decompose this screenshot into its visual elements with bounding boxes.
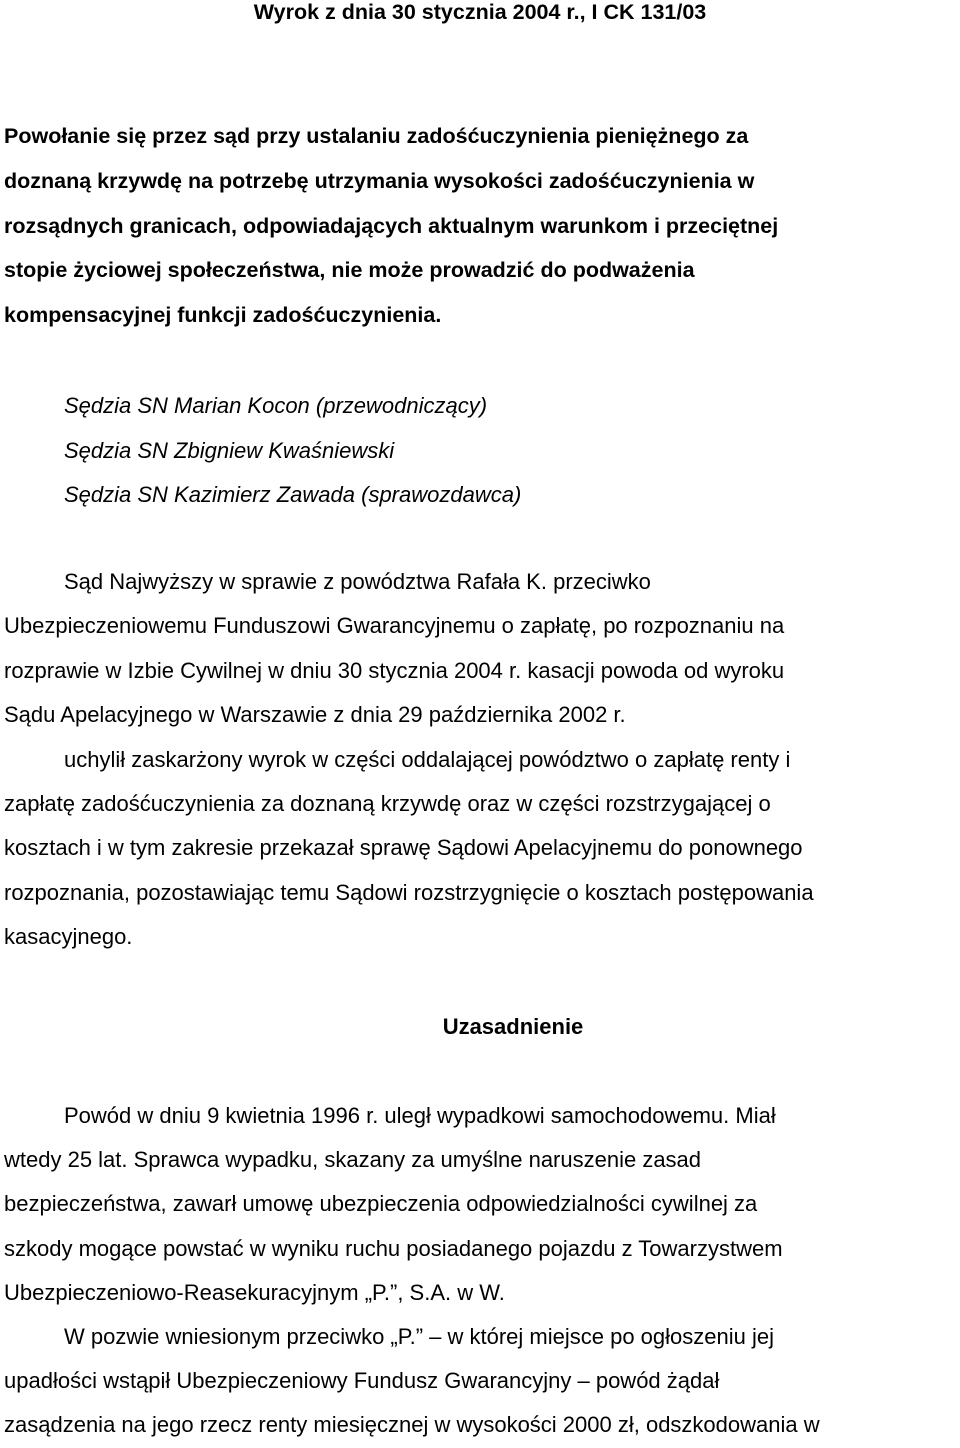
reasons-line: W pozwie wniesionym przeciwko „P.” – w której miejsce po ogłoszeniu jej [64,1324,774,1350]
reasons-line: szkody mogące powstać w wyniku ruchu posiadanego pojazdu z Towarzystwem [4,1235,783,1261]
reasons-paragraph [4,1094,956,1448]
reasons-line: Ubezpieczeniowo-Reasekuracyjnym „P.”, S.A. w W. [4,1279,505,1305]
reasons-line: upadłości wstąpił Ubezpieczeniowy Fundusz Gwarancyjny – powód żądał [4,1368,720,1394]
reasons-line: Powód w dniu 9 kwietnia 1996 r. uległ wypadkowi samochodowemu. Miał [64,1103,776,1128]
ruling-line: kasacyjnego. [4,924,133,950]
thesis-line: doznaną krzywdę na potrzebę utrzymania wysokości zadośćuczynienia w [4,168,755,193]
ruling-line: Sądu Apelacyjnego w Warszawie z dnia 29 października 2002 r. [4,702,626,728]
judge-presiding: Sędzia SN Marian Kocon (przewodniczący) [64,393,488,418]
ruling-line: Sąd Najwyższy w sprawie z powództwa Rafała K. przeciwko [64,569,651,594]
ruling-line: kosztach i w tym zakresie przekazał sprawę Sądowi Apelacyjnemu do ponownego [4,835,803,861]
thesis-line: Powołanie się przez sąd przy ustalaniu zadośćuczynienia pieniężnego za [4,124,749,148]
judge-member: Sędzia SN Zbigniew Kwaśniewski [64,437,395,463]
thesis-line: rozsądnych granicach, odpowiadających aktualnym warunkom i przeciętnej [4,213,779,238]
judge-rapporteur: Sędzia SN Kazimierz Zawada (sprawozdawca) [64,482,522,508]
reasons-line: bezpieczeństwa, zawarł umowę ubezpieczenia odpowiedzialności cywilnej za [4,1191,758,1217]
document-title: Wyrok z dnia 30 stycznia 2004 r., I CK 131/03 [253,0,707,24]
judges-list [64,384,521,518]
thesis-line: kompensacyjnej funkcji zadośćuczynienia. [4,303,442,328]
ruling-line: Ubezpieczeniowemu Funduszowi Gwarancyjnemu o zapłatę, po rozpoznaniu na [4,613,785,639]
ruling-line: rozpoznania, pozostawiając temu Sądowi rozstrzygnięcie o kosztach postępowania [4,879,814,905]
ruling-paragraph [4,560,956,960]
ruling-line: zapłatę zadośćuczynienia za doznaną krzywdę oraz w części rozstrzygającej o [4,791,771,817]
reasons-line: zasądzenia na jego rzecz renty miesięcznej w wysokości 2000 zł, odszkodowania w [4,1412,820,1438]
ruling-line: rozprawie w Izbie Cywilnej w dniu 30 stycznia 2004 r. kasacji powoda od wyroku [4,657,785,683]
reasons-line: wtedy 25 lat. Sprawca wypadku, skazany za umyślne naruszenie zasad [4,1147,702,1173]
section-heading: Uzasadnienie [442,1014,584,1039]
thesis-line: stopie życiowej społeczeństwa, nie może prowadzić do podważenia [4,258,695,283]
thesis-paragraph [4,114,956,338]
ruling-line: uchylił zaskarżony wyrok w części oddalającej powództwo o zapłatę renty i [64,746,791,772]
